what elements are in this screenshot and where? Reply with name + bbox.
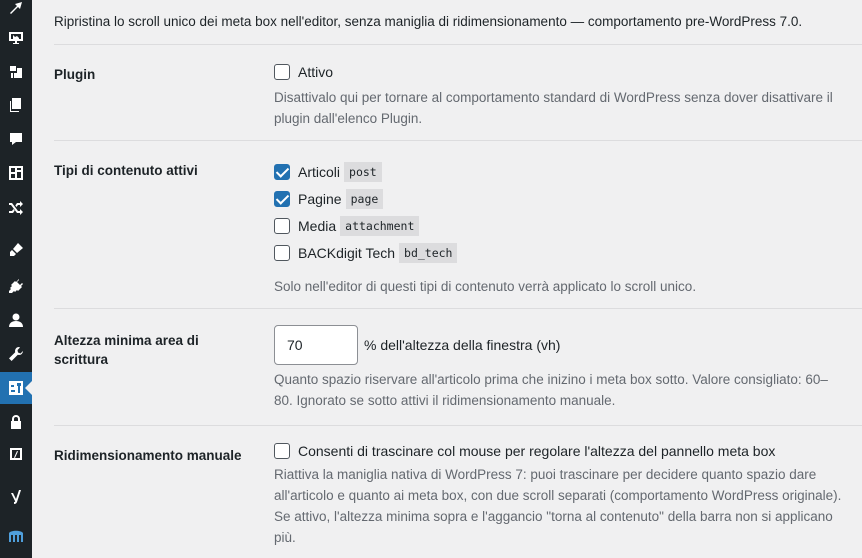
section-divider (54, 140, 862, 141)
post-type-checkbox[interactable] (274, 191, 290, 207)
settings-icon[interactable] (0, 372, 32, 404)
min-height-unit: % dell'altezza della finestra (vh) (364, 337, 561, 353)
post-type-slug: post (344, 162, 382, 182)
comments-icon[interactable] (0, 123, 32, 155)
post-type-checkbox[interactable] (274, 164, 290, 180)
post-type-checkbox[interactable] (274, 245, 290, 261)
post-type-item[interactable] (274, 158, 842, 185)
plugin-active-toggle[interactable] (274, 58, 842, 85)
pages-icon[interactable] (0, 89, 32, 121)
manual-resize-description: Riattiva la maniglia nativa di WordPress 7: puoi trascinare per decidere quanto spazio dare all'articolo e quanto ai meta box, con due scroll separati (comportamento WordPress originale). Se attivo, l'altezza minima sopra e l'aggancio "torna al contenuto" della barra non si applicano più. (274, 467, 842, 545)
min-height-description: Quanto spazio riservare all'articolo prima che inizino i meta box sotto. Valore consigliato: 60–80. Ignorato se sotto attivi il ridimensionamento manuale. (274, 372, 828, 408)
post-type-item[interactable] (274, 239, 842, 266)
post-type-label: Articoli (298, 163, 341, 180)
code-icon[interactable] (0, 438, 32, 470)
post-types-field (274, 158, 842, 297)
settings-main (32, 0, 862, 558)
min-height-field (274, 325, 842, 411)
dashboard-icon[interactable] (0, 22, 32, 54)
plugin-label: Plugin (54, 67, 96, 82)
manual-resize-toggle[interactable] (274, 437, 842, 464)
min-height-label: Altezza minima area di scrittura (54, 333, 199, 367)
plugins-icon[interactable] (0, 270, 32, 302)
min-height-row (274, 325, 842, 365)
appearance-icon[interactable] (0, 234, 32, 266)
section-divider (54, 44, 862, 45)
yoast-icon[interactable] (0, 481, 32, 513)
plugin-active-label: Attivo (298, 63, 334, 80)
layout-icon[interactable] (0, 157, 32, 189)
post-type-label: Pagine (298, 190, 342, 207)
plugin-field (274, 58, 842, 129)
post-type-slug: page (346, 189, 384, 209)
manual-resize-checkbox[interactable] (274, 443, 290, 459)
post-type-slug: bd_tech (399, 243, 457, 263)
page-intro: Ripristina lo scroll unico dei meta box nell'editor, senza maniglia di ridimensionamento — comportamento pre-WordPress 7.0. (54, 14, 803, 29)
post-type-label: BACKdigit Tech (298, 244, 396, 261)
post-type-label: Media (298, 217, 337, 234)
tools-icon[interactable] (0, 338, 32, 370)
post-type-item[interactable] (274, 212, 842, 239)
shuffle-icon[interactable] (0, 191, 32, 223)
manual-resize-checkbox-label: Consenti di trascinare col mouse per regolare l'altezza del pannello meta box (298, 442, 776, 459)
manual-resize-field (274, 437, 842, 548)
post-type-checkbox[interactable] (274, 218, 290, 234)
admin-sidebar (0, 0, 32, 558)
plugin-description: Disattivalo qui per tornare al comportamento standard di WordPress senza dover disattivare il plugin dall'elenco Plugin. (274, 90, 833, 126)
users-icon[interactable] (0, 304, 32, 336)
media-icon[interactable] (0, 56, 32, 88)
section-divider (54, 425, 862, 426)
plugin-active-checkbox[interactable] (274, 64, 290, 80)
post-type-item[interactable] (274, 185, 842, 212)
grid-logo-icon[interactable] (0, 520, 32, 552)
post-types-label: Tipi di contenuto attivi (54, 163, 198, 178)
manual-resize-label: Ridimensionamento manuale (54, 448, 242, 463)
pin-icon[interactable] (0, 0, 32, 24)
lock-icon[interactable] (0, 406, 32, 438)
section-divider (54, 308, 862, 309)
post-types-description: Solo nell'editor di questi tipi di contenuto verrà applicato lo scroll unico. (274, 279, 697, 294)
post-type-slug: attachment (340, 216, 419, 236)
min-height-input[interactable] (274, 325, 358, 365)
